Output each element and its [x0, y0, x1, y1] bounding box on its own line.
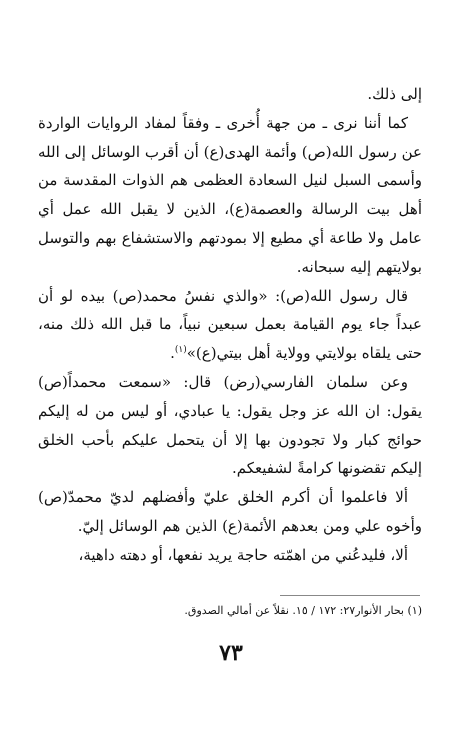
quote-end: .: [170, 344, 175, 363]
paragraph: وعن سلمان الفارسي(رض) قال: «سمعت محمداً(ص) يقول: ان الله عز وجل يقول: يا عبادي، أو ليس من له إليكم حوائج كبار ولا تجودون بها إلا أن يتحمل عليكم بأحب الخلق إليكم تقضونها كرامةً لشفيعكم.: [38, 372, 422, 478]
footnote: (١) بحار الأنوار٢٧: ١٧٢ / ١٥. نقلاً عن أمالي الصدوق.: [184, 604, 422, 617]
paragraph: ألا فاعلموا أن أكرم الخلق عليّ وأفضلهم لديّ محمدّ(ص) وأخوه علي ومن بعدهم الأئمة(ع) الذين هم الوسائل إليّ.: [38, 488, 422, 535]
quote-text: قال رسول الله(ص): «والذي نفسُ محمد(ص) بيده لو أن عبداً جاء يوم القيامة بعمل سبعين نبياً، ما قبل الله ذلك منه، حتى يلقاه بولايتي وولاية أهل بيتي(ع)»: [38, 286, 422, 363]
footnote-marker: (١): [174, 345, 187, 356]
paragraph: [38, 282, 422, 368]
paragraph: كما أننا نرى ـ من جهة أُخرى ـ وفقاً لمفاد الروايات الواردة عن رسول الله(ص) وأئمة الهدى(ع) أن أقرب الوسائل إلى الله وأسمى السبل لنيل السعادة العظمى هم الذوات المقدسة من أهل بيت الرسالة والعصمة(ع)، الذين لا يقبل الله عمل أي عامل ولا طاعة أي مطيع إلا بمودتهم والاستشفاع بهم والتوسل بولايتهم إليه سبحانه.: [38, 113, 422, 276]
body-text: [38, 80, 422, 570]
footnote-divider: [280, 595, 420, 596]
page-number: ٧٣: [219, 640, 243, 666]
paragraph: ألا، فليدعُني من اهمّته حاجة يريد نفعها، أو دهته داهية،: [78, 545, 408, 564]
paragraph: إلى ذلك.: [367, 85, 422, 103]
